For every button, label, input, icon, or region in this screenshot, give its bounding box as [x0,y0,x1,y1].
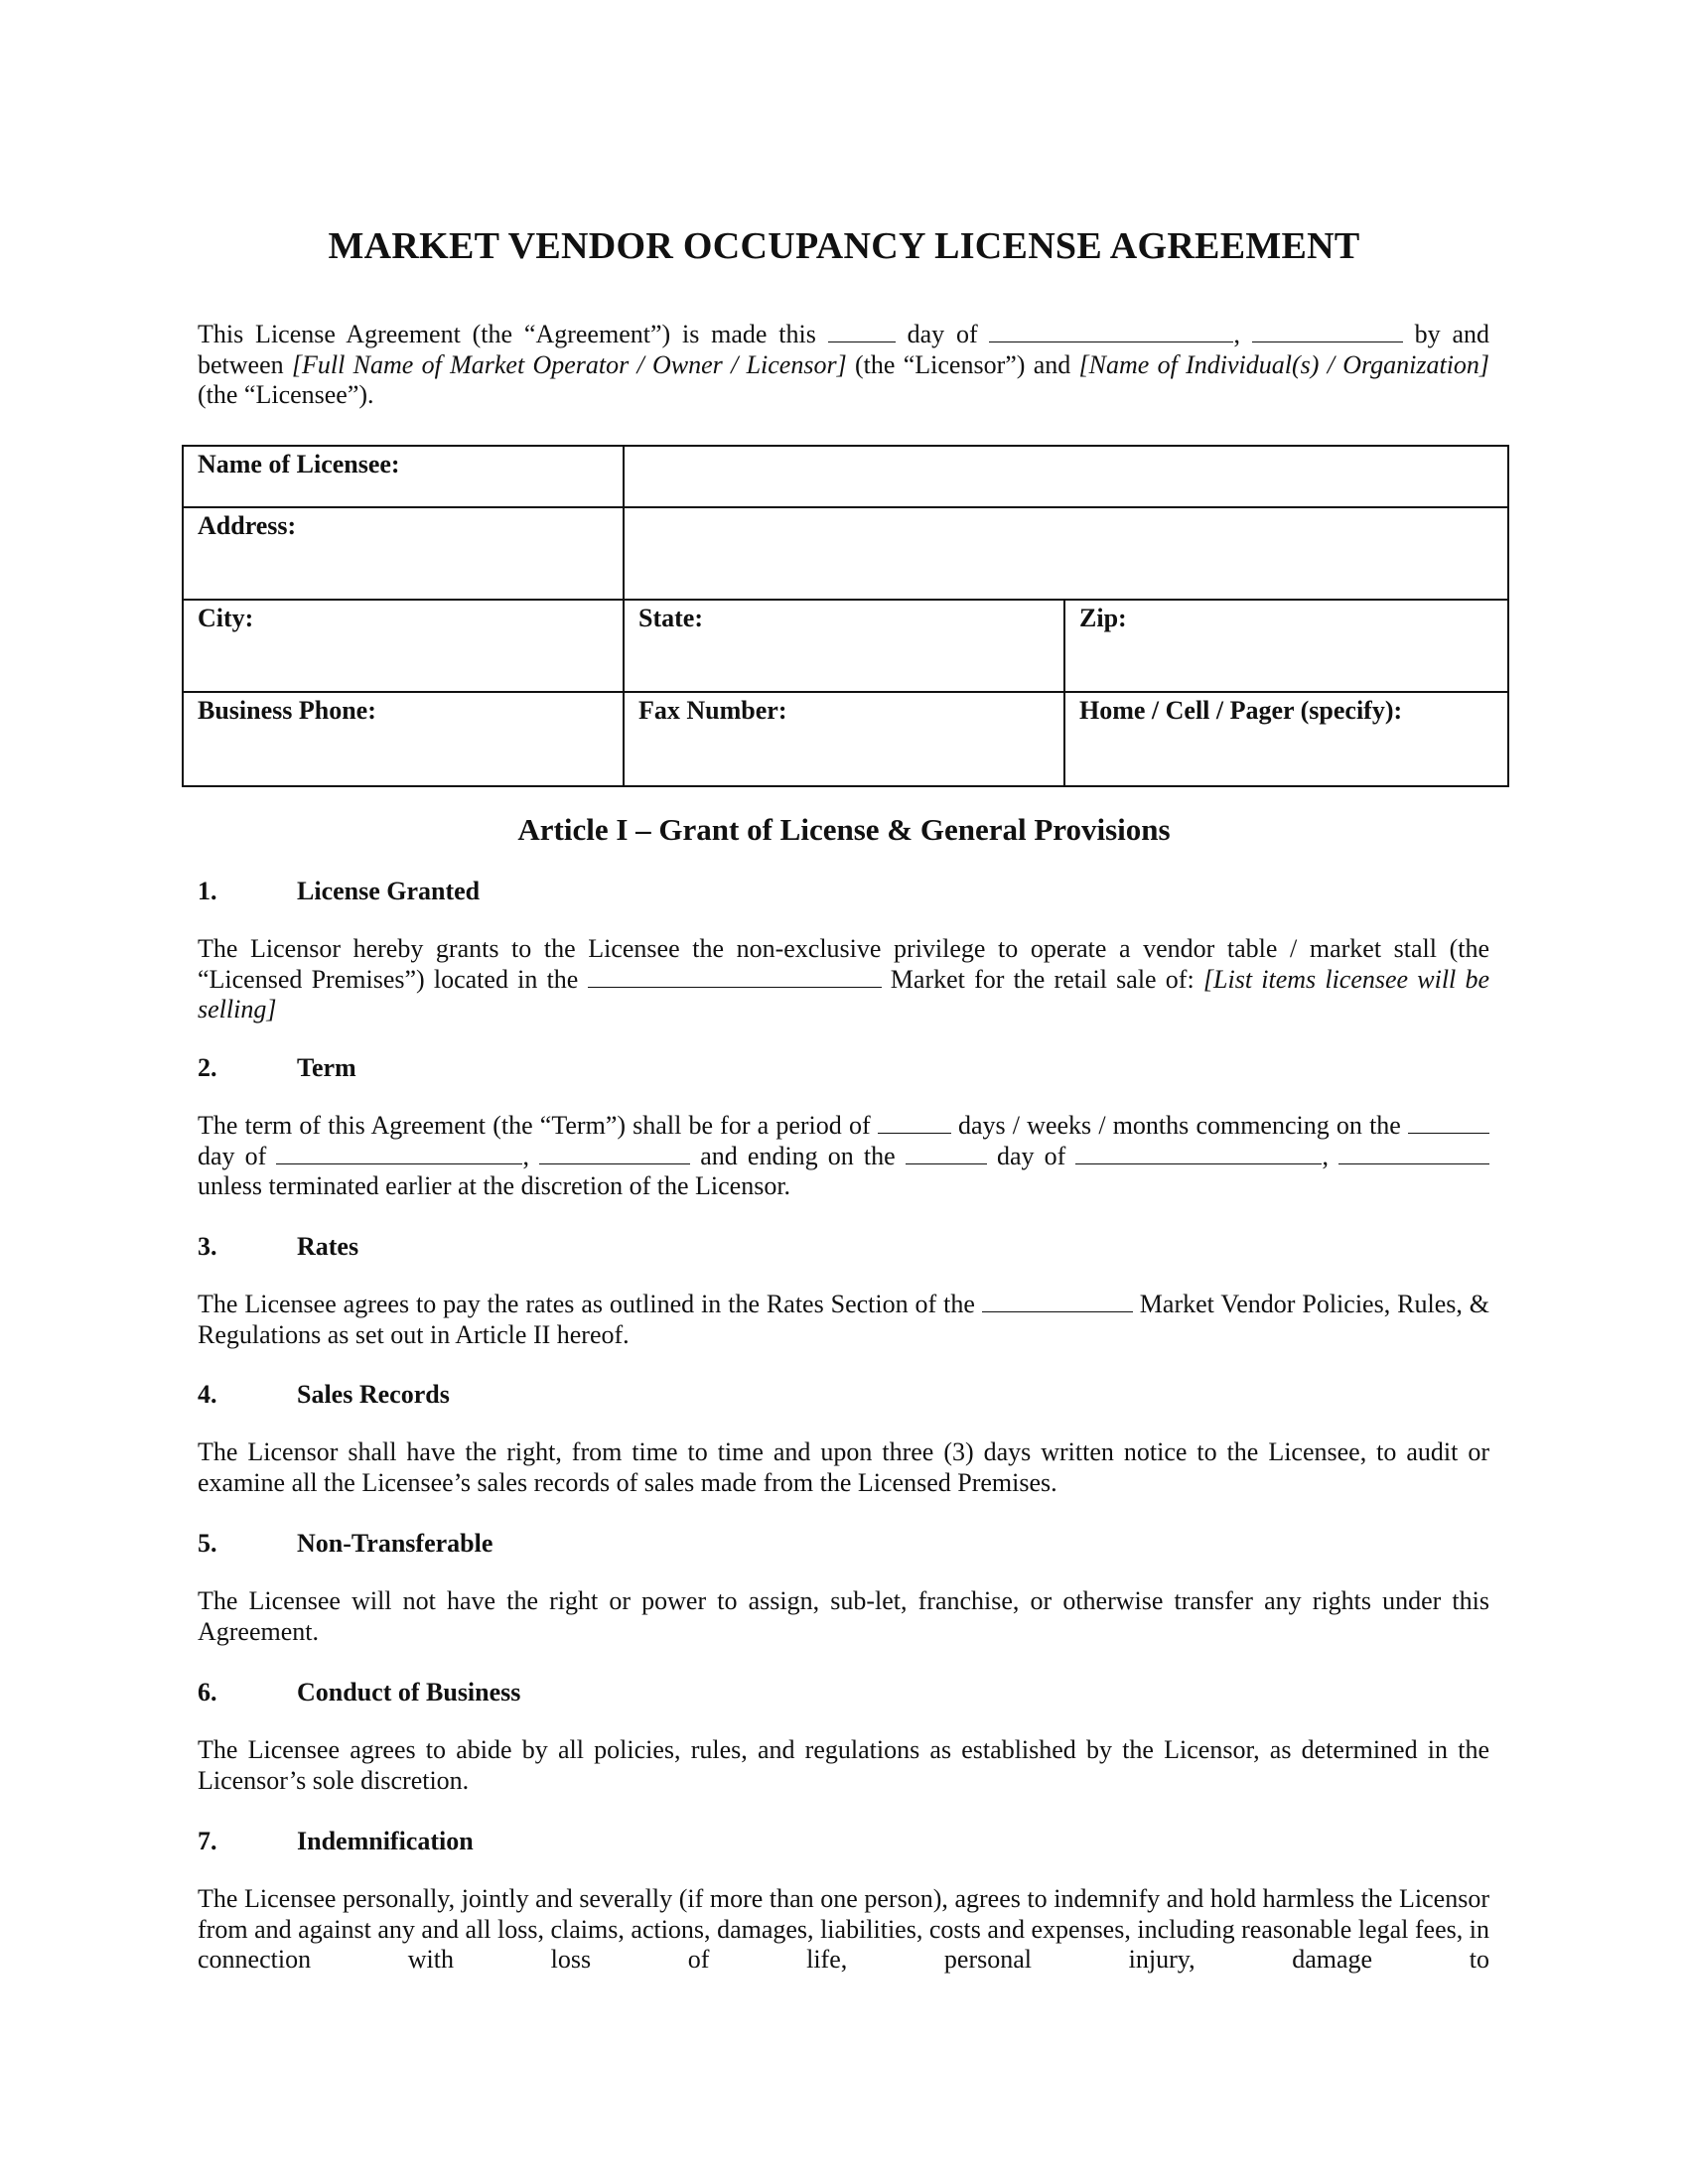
section-title: Rates [297,1232,359,1261]
blank-start-day[interactable] [1408,1111,1489,1134]
intro-text: (the “Licensor”) and [855,349,1071,379]
home-phone-field[interactable] [1064,692,1508,786]
article-heading: Article I – Grant of License & General Provisions [517,812,1171,847]
section-body: The Licensee personally, jointly and severally (if more than one person), agrees to indemnify and hold harmless the Licensor from and against any and all loss, claims, actions, damages, liabilities, costs and expenses, including reasonable legal fees, in connection with loss of life, personal injury, damage to [198,1884,1489,1974]
section-number: 5. [198,1529,217,1558]
blank-month[interactable] [989,320,1233,342]
blank-market-name[interactable] [588,965,882,988]
section-body [198,1111,1489,1202]
section-heading [198,1380,1091,1410]
section-heading [198,1053,1091,1083]
section-heading [198,1827,1091,1856]
licensor-placeholder: [Full Name of Market Operator / Owner / Licensor] [291,349,847,379]
section-title: License Granted [297,877,481,905]
section-text: , [1322,1141,1329,1170]
name-field[interactable] [624,446,1508,507]
blank-year[interactable] [1252,320,1403,342]
section-body [198,1290,1489,1350]
fax-label: Fax Number: [638,696,787,725]
licensee-placeholder: [Name of Individual(s) / Organization] [1078,349,1490,379]
intro-text: This License Agreement (the “Agreement”) is made this [198,320,816,348]
section-number: 4. [198,1380,217,1409]
intro-text: day of [907,320,978,348]
blank-start-year[interactable] [539,1142,690,1164]
business-phone-field[interactable] [183,692,624,786]
section-number: 1. [198,877,217,905]
section-title: Term [297,1053,356,1082]
intro-text: (the “Licensee”). [198,380,374,409]
fax-field[interactable] [624,692,1064,786]
city-label: City: [198,604,254,632]
intro-text: , [1233,320,1240,348]
section-text: Market for the retail sale of: [890,964,1195,994]
section-heading [198,877,1091,906]
section-text: unless terminated earlier at the discretion of the Licensor. [198,1171,791,1200]
blank-market-name[interactable] [982,1290,1133,1312]
section-text: The Licensee agrees to pay the rates as outlined in the Rates Section of the [198,1290,975,1318]
blank-end-day[interactable] [906,1142,987,1164]
section-text: and ending on the [700,1141,896,1170]
blank-day[interactable] [828,320,896,342]
section-heading [198,1232,1091,1262]
section-heading [198,1678,1091,1707]
section-text: Market Vendor Policies, Rules, & Regulations as set out in Article II hereof. [198,1290,1490,1349]
section-text: days / weeks / months commencing on the [957,1111,1401,1140]
intro-paragraph [198,320,1489,411]
section-body: The Licensee will not have the right or power to assign, sub-let, franchise, or otherwise transfer any rights under this Agreement. [198,1586,1489,1646]
items-placeholder: [List items licensee will be selling] [198,964,1490,1024]
section-body [198,934,1489,1025]
section-text: day of [996,1141,1066,1170]
section-number: 3. [198,1232,217,1261]
section-title: Indemnification [297,1827,474,1855]
section-body: The Licensee agrees to abide by all policies, rules, and regulations as established by the Licensor, as determined in the Licensor’s sole discretion. [198,1735,1489,1795]
address-field[interactable] [624,507,1508,600]
section-number: 6. [198,1678,217,1706]
zip-field[interactable] [1064,600,1508,692]
section-title: Sales Records [297,1380,450,1409]
licensee-info-table [182,445,1509,787]
section-number: 2. [198,1053,217,1082]
intro-text: by and between [198,320,1490,379]
section-heading [198,1529,1091,1559]
blank-end-month[interactable] [1075,1142,1322,1164]
blank-period[interactable] [878,1111,951,1134]
address-label: Address: [183,507,624,600]
blank-start-month[interactable] [276,1142,522,1164]
state-field[interactable] [624,600,1064,692]
section-body: The Licensor shall have the right, from time to time and upon three (3) days written notice to the Licensee, to audit or examine all the Licensee’s sales records of sales made from the Licensed Premises. [198,1437,1489,1497]
zip-label: Zip: [1079,604,1127,632]
section-title: Conduct of Business [297,1678,521,1706]
section-text: day of [198,1141,267,1170]
document-title: MARKET VENDOR OCCUPANCY LICENSE AGREEMENT [328,225,1360,267]
section-text: The term of this Agreement (the “Term”) shall be for a period of [198,1111,871,1140]
section-number: 7. [198,1827,217,1855]
home-phone-label: Home / Cell / Pager (specify): [1079,696,1403,725]
section-title: Non-Transferable [297,1529,493,1558]
section-text: The Licensor hereby grants to the Licensee the non-exclusive privilege to operate a vendor table / market stall (the “Licensed Premises”) located in the [198,934,1489,994]
blank-end-year[interactable] [1338,1142,1489,1164]
city-field[interactable] [183,600,624,692]
name-label: Name of Licensee: [183,446,624,507]
section-text: , [522,1141,529,1170]
state-label: State: [638,604,703,632]
business-phone-label: Business Phone: [198,696,376,725]
